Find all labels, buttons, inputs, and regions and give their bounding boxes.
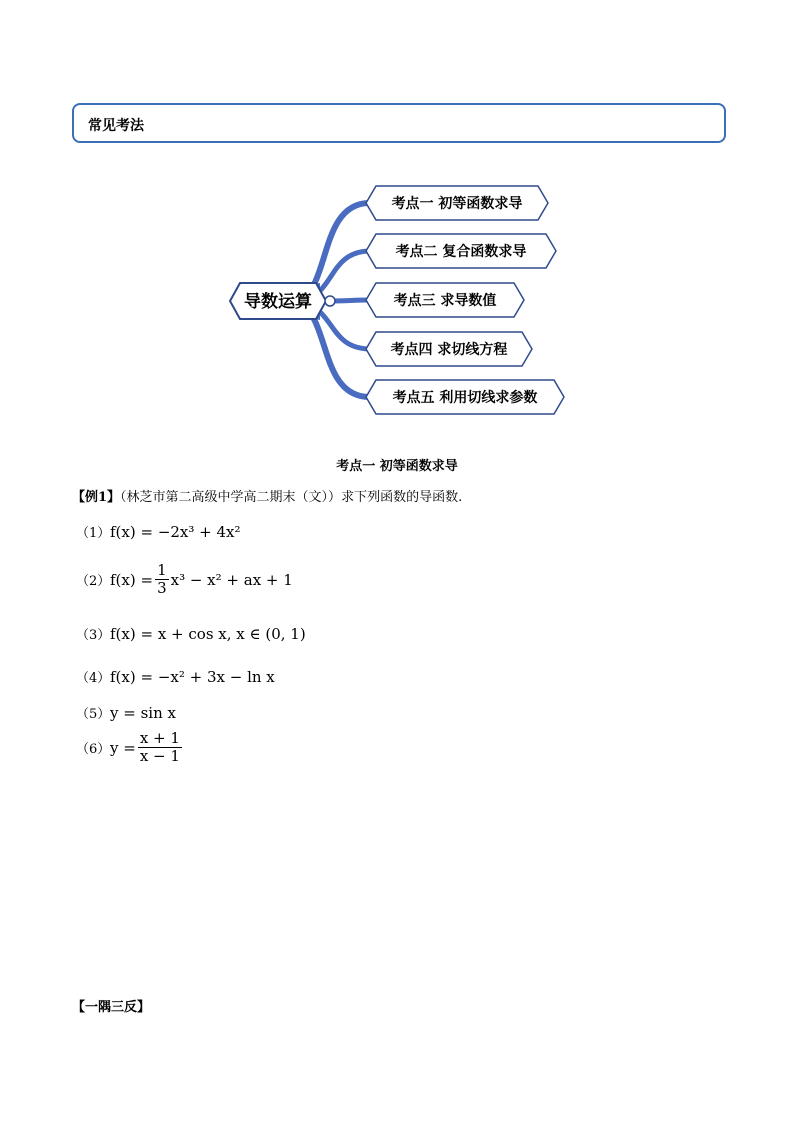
mindmap	[0, 175, 794, 420]
branch-label-1: 考点一 初等函数求导	[391, 196, 523, 212]
problem-item-4: （4） f(x) = −x² + 3x − ln x	[76, 667, 275, 686]
example-source: （林芝市第二高级中学高二期末（文））	[120, 490, 342, 505]
practice-heading: 【一隅三反】	[72, 1000, 151, 1015]
problem-expression: f(x) = −2x³ + 4x²	[110, 522, 241, 541]
section-header-box	[72, 103, 726, 143]
topic-heading: 考点一 初等函数求导	[336, 459, 458, 474]
problem-expression: f(x) = −x² + 3x − ln x	[110, 667, 275, 686]
branch-label-2: 考点二 复合函数求导	[395, 244, 527, 260]
problem-item-3: （3） f(x) = x + cos x, x ∈ (0, 1)	[76, 624, 306, 643]
root-label: 导数运算	[244, 292, 312, 312]
example-1	[72, 486, 462, 505]
section-title: 常见考法	[88, 118, 144, 134]
problem-expression: y = sin x	[110, 703, 176, 722]
example-prompt: 求下列函数的导函数.	[341, 490, 463, 505]
root-knob	[325, 296, 335, 306]
problem-item-6: （6） y = $\frac{x + 1}{x - 1}$	[76, 730, 184, 765]
branch-label-3: 考点三 求导数值	[393, 293, 497, 309]
problem-item-1: （1） f(x) = −2x³ + 4x²	[76, 522, 241, 541]
problem-expression: f(x) = x + cos x, x ∈ (0, 1)	[110, 624, 306, 643]
branch-label-5: 考点五 利用切线求参数	[392, 390, 538, 406]
problem-item-2: （2） f(x) = $\frac{1}{3}$ x³ − x² + ax + 1	[76, 561, 293, 597]
example-label: 【例1】	[72, 490, 121, 505]
problem-expression: y = $\frac{x + 1}{x - 1}$	[110, 729, 180, 765]
problem-expression: f(x) = $\frac{1}{3}$ x³ − x² + ax + 1	[110, 561, 293, 597]
branch-label-4: 考点四 求切线方程	[390, 342, 508, 358]
problem-item-5: （5） y = sin x	[76, 703, 176, 722]
